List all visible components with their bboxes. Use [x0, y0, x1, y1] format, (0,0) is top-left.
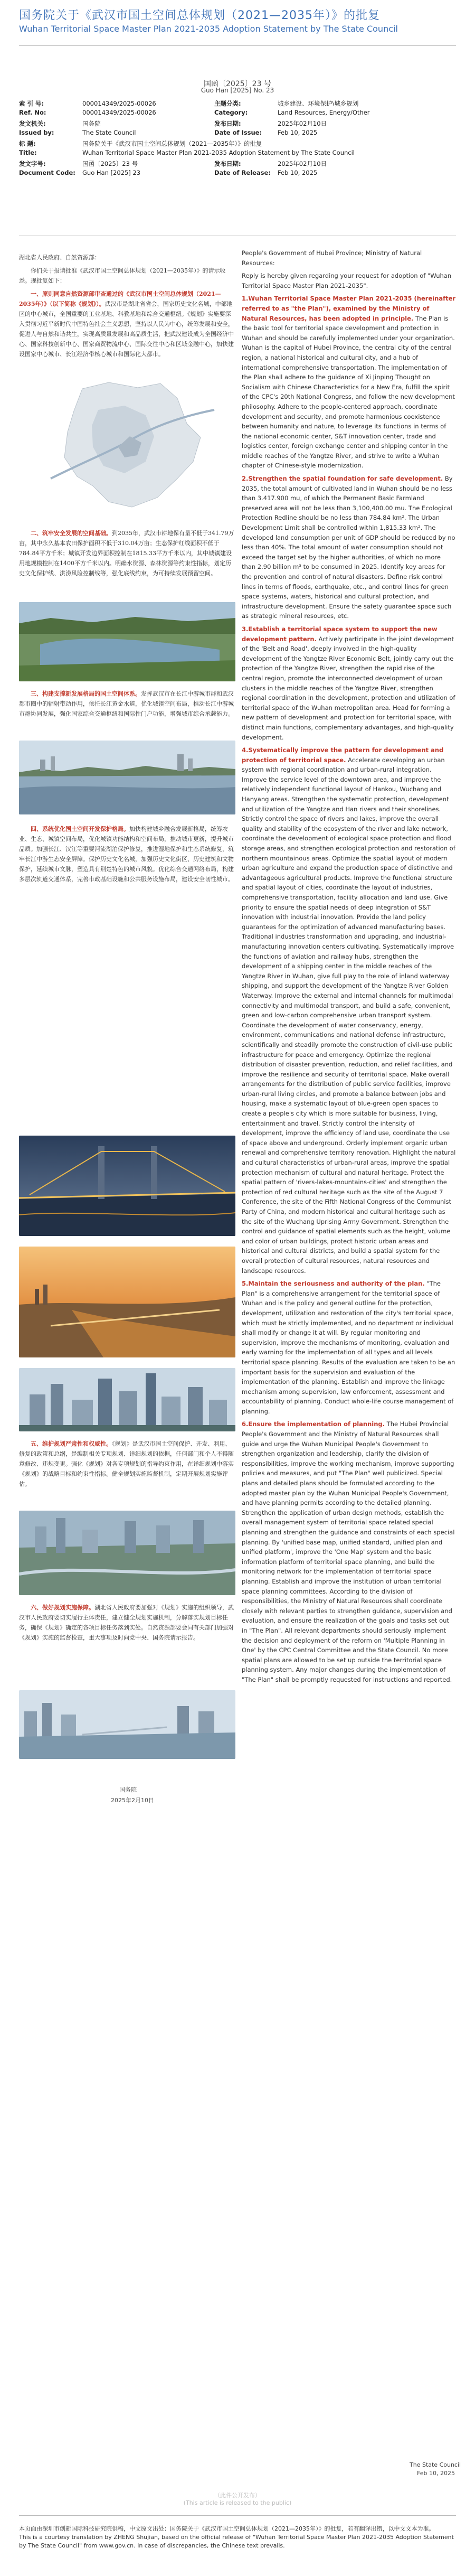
cn-section-heading: 五、维护规划严肃性和权威性。: [31, 1440, 112, 1447]
cn-signature-org: 国务院: [119, 1786, 137, 1793]
meta-label: Issued by:: [19, 129, 54, 136]
document-header: [19, 8, 456, 35]
meta-label: 索 引 号:: [19, 100, 44, 107]
meta-label: 发布日期:: [214, 160, 241, 167]
cn-section-heading: 六、做好规划实施保障。: [31, 1604, 94, 1611]
meta-value: 000014349/2025-00026: [82, 109, 156, 116]
lake-park-photo: [19, 602, 235, 681]
en-paragraph: [242, 474, 456, 621]
public-release-note-en: (This article is released to the public): [183, 2499, 292, 2506]
meta-value: Land Resources, Energy/Other: [278, 109, 370, 116]
meta-label: 发文字号:: [19, 160, 46, 167]
cn-paragraph: [19, 528, 235, 578]
en-paragraph: [242, 294, 456, 471]
cn-section-body: 加快构建城乡融合发展新格局，统筹农业、生态、城镇空间布局，优化城镇功能结构和空间布局，推动城市更新，提升城市品质。加强长江、汉江等重要河流湖泊保护修复，推进湿地保护和生态系统修复，筑牢长江中游生态安全屏障。保护历史文化名城，加强历史文化街区、历史建筑和文物保护，延续城市文脉，塑造具有荆楚特色的城市风貌。优化综合交通网络布局，构建多层次轨道交通体系，完善市政基础设施和公共服务设施布局，建设安全韧性城市。: [19, 826, 234, 883]
meta-row: [19, 108, 456, 117]
doc-number-en: Guo Han [2025] No. 23: [201, 87, 274, 94]
cn-section-body: 湖北省人民政府要加强对《规划》实施的组织领导，武汉市人民政府要切实履行主体责任，建立健全规划实施机制，分解落实规划目标任务，确保《规划》确定的各项目标任务落到实处。自然资源部要会同有关部门加强对《规划》实施的监督检查，重大事项及时向党中央、国务院请示报告。: [19, 1604, 234, 1641]
public-release-note-cn: （此件公开发布）: [214, 2492, 261, 2499]
en-section-body: The Plan is the basic tool for territorial space development and protection in Wuhan and should be carefully implemented under your organization. Wuhan is the capital of Hubei Province, the central city of the central region, a national historical and cultural city, and a hub of international comprehensive transportation. The implementation of the Plan shall adhere to the guidance of Xi Jinping Thought on Socialism with Chinese Characteristics for a New Era, fulfill the spirit of the CPC's 20th National Congress, and follow the new development philosophy. Adhere to the people-centered approach, coordinate development and security, and promote harmonious coexistence between humanity and nature, to leverage its functions in terms of the national economic center, S&T innovation center, trade and logistics center, foreign exchange center and shipping center in the middle reaches of the Yangtze River, and strive to write a Wuhan chapter of Chinese-style modernization.: [242, 314, 455, 470]
header-divider: [19, 45, 456, 46]
cn-paragraph: [19, 289, 235, 359]
meta-value: 城乡建设、环境保护\城乡规划: [278, 100, 359, 107]
metadata-table: [19, 99, 456, 177]
en-salutation: People's Government of Hubei Province; Ministry of Natural Resources:: [242, 249, 422, 267]
en-section-heading: 2.Strengthen the spatial foundation for safe development.: [242, 475, 443, 483]
meta-label: Category:: [214, 109, 248, 116]
river-city-photo: [19, 1690, 235, 1759]
meta-label: Date of Release:: [214, 169, 271, 176]
meta-label: Date of Issue:: [214, 129, 262, 136]
en-section-body: By 2035, the total amount of cultivated land in Wuhan should be no less than 3.417.900 mu, of which the Permanent Basic Farmland preserved area will not be less than 3,100,400.00 mu. The Ecological Protection Redline should be no less than 784.84 km². The Urban Development Limit shall be controlled within 1,815.33 km². The developed land consumption per unit of GDP should be reduced by no less than 40%. The total amount of water consumption should not exceed the target set by the higher authorities, of which no more than 2.90 billion m³ to be consumed in 2025. Identify key areas for the prevention and control of natural disasters. Define risk control lines in terms of floods, earthquake, etc., and control lines for green space systems, waters, historical and cultural protection, and infrastructure development. Ensure the safety guarantee space such as strategic mineral resources, etc.: [242, 475, 455, 620]
en-paragraph: [242, 624, 456, 742]
en-section-heading: 5.Maintain the seriousness and authority of the plan.: [242, 1280, 425, 1288]
en-signature-org: The State Council: [410, 2461, 461, 2468]
cn-section-heading: 一、原则同意自然资源部审查通过的《武汉市国土空间总体规划（2021—2035年）》（以下简称《规划》）。: [19, 291, 221, 307]
bridge-night-photo: [19, 1136, 235, 1236]
footer-divider: [19, 2515, 456, 2516]
chinese-text-block: [19, 252, 235, 362]
river-sunset-photo: [19, 1247, 235, 1357]
meta-label: 标 题:: [19, 140, 36, 147]
meta-label: Title:: [19, 149, 37, 156]
en-paragraph: [242, 1279, 456, 1416]
meta-row: [19, 139, 456, 148]
waterfront-photo: [19, 741, 235, 814]
en-paragraph: [242, 745, 456, 1276]
en-section-heading: 4.Systematically improve the pattern for development and protection of territorial space.: [242, 746, 444, 764]
meta-value: 2025年02月10日: [278, 160, 327, 167]
cn-section-heading: 二、筑牢安全发展的空间基础。: [31, 530, 112, 537]
en-section-body: Actively participate in the joint development of the 'Belt and Road', deeply involved in the high-quality development of the Yangtze River Economic Belt, jointly carry out the protection of the Yangtze River, strengthen the rapid rise of the central region, promote the interconnected development of urban clusters in the middle reaches of the Yangtze River, strengthen regional coordination in the development, protection and utilization of territorial space of the Wuhan metropolitan area. Head for forming a new pattern of development and protection for territorial space, with distinct main functions, complementary advantages, and high-quality development.: [242, 635, 455, 741]
meta-value: Feb 10, 2025: [278, 169, 318, 176]
meta-row: [19, 160, 456, 168]
english-text-block: [242, 248, 456, 1688]
meta-value: Wuhan Territorial Space Master Plan 2021-2035 Adoption Statement by The State Council: [82, 149, 355, 156]
footer-note-cn: 本页面由深圳市创新国际科技研究院供稿，中文原文出处：国务院关于《武汉市国土空间总体规划（2021—2035年）》的批复，若有翻译出错，以中文文本为准。: [19, 2525, 435, 2532]
chinese-text-block: [19, 528, 235, 582]
meta-row: [19, 168, 456, 177]
en-section-body: "The Plan" is a comprehensive arrangement for the territorial space of Wuhan and is the policy and general outline for the protection, development, utilization and restoration of the city's territorial space, which must be strictly implemented, and no department or individual shall modify or change it at will. By regular monitoring and supervision, improve the mechanisms of monitoring, evaluation and early warning for the implementation of all types and all levels territorial space planning. Results of the evaluation are taken to be an important basis for the supervision and evaluation of the implementation of the planning. Establish and improve the linkage mechanism among supervision, law enforcement, assessment and accountability of planning. Conduct whole-life course management of planning.: [242, 1280, 455, 1415]
meta-value: Feb 10, 2025: [278, 129, 318, 136]
cn-section-body: 到2035年，武汉市耕地保有量不低于341.79万亩，其中永久基本农田保护面积不低于310.04万亩；生态保护红线面积不低于784.84平方千米；城镇开发边界面积控制在1815.33平方千米以内，其中城镇建设用地规模控制在1400平方千米以内。明确水资源、森林资源等约束性指标，划定历史文化保护线、洪涝风险控制线等，强化底线约束，为可持续发展预留空间。: [19, 530, 234, 577]
meta-value: 2025年02月10日: [278, 120, 327, 127]
meta-value: 000014349/2025-00026: [82, 100, 156, 107]
cn-signature-date: 2025年2月10日: [111, 1797, 154, 1804]
doc-number-cn: 国函〔2025〕23 号: [204, 80, 271, 88]
cn-section-heading: 四、系统优化国土空间开发保护格局。: [31, 826, 129, 832]
aerial-city-photo: [19, 1511, 235, 1595]
en-signature-date: Feb 10, 2025: [417, 2470, 455, 2477]
footer-note-en: This is a courtesy translation by ZHENG Shujian, based on the official release of "Wuhan Territorial Space Master Plan 2021-2035 Adoption Statement by The State Council" from www.gov.cn. In case of discrepancies, the Chinese text prevails.: [19, 2534, 454, 2549]
wuhan-map-image: [19, 373, 235, 521]
cn-salutation: 湖北省人民政府、自然资源部：: [19, 254, 100, 261]
cn-paragraph: [19, 1439, 235, 1489]
en-section-body: Accelerate developing an urban system with regional coordination and urban-rural integration. Improve the service level of the downtown area, and improve the relatively independent functional layout of Hankou, Wuchang and Hanyang areas. Strengthen the systematic protection, development and utilization of the Yangtze and Han rivers and their shorelines. Strictly control the space of rivers and lakes, improve the overall quality and stability of the ecosystem of the river and lake network, coordinate the development of ecological space protection and flood storage areas, and strengthen ecological protection and restoration of northern mountainous areas. Optimize the spatial layout of modern urban agriculture and expand the production space of distinctive and advantageous agricultural products. Improve the functional structure and spatial layout of cities, coordinate the layout of industries, comprehensive transportation, facility allocation and land use. Give priority to ensure the spatial needs of deep integration of S&T innovation with industrial innovation. Provide the land policy guarantees for the optimization of advanced manufacturing bases. Traditional industries transformation and upgrading, and industrial-manufacturing innovation centers cultivating. Systematically improve the functions of aviation and railway hubs, strengthen the development of a shipping center in the middle reaches of the Yangtze River in Wuhan, give full play to the role of inland waterway shipping, and support the development of the Yangtze River Golden Waterway. Improve the external and internal channels for multimodal connectivity and multimodal transport, and build a safe, convenient, green and low-carbon comprehensive urban transport system. Coordinate the development of water conservancy, energy, environment, communications and national defense infrastructure, scientifically and steadily promote the construction of civil-use public infrastructure for peace and emergency. Optimize the regional distribution of disaster prevention, reduction, and relief facilities, and improve the resilience and security of territorial space. Make overall arrangements for the distribution of public service facilities, improve urban-rural living circles, and promote a balance between jobs and housing, make a systematic layout of blue-green open spaces to create a people's city which is more suitable for business, living, entertainment and travel. Strictly control the intensity of development, improve the efficiency of land use, coordinate the use of space above and underground. Orderly implement organic urban renewal and comprehensive territory renovation. Highlight the natural and cultural characteristics of urban-rural areas, improve the spatial protection mechanism of cultural and natural heritage. Protect the spatial pattern of 'rivers-lakes-mountains-cities' and strengthen the protection of red cultural heritage such as the site of the August 7 Conference, the site of the Fifth National Congress of the Communist Party of China, and modern historical and cultural heritage such as the site of the Wuchang Uprising Army Government. Strengthen the control and guidance of spatial elements such as the height, volume and color of urban buildings, protect historic urban areas and historical and cultural districts, and build a spatial system for the overall protection of cultural resources, natural resources and landscape resources.: [242, 756, 456, 1275]
title-english: Wuhan Territorial Space Master Plan 2021-2035 Adoption Statement by The State Council: [19, 24, 398, 34]
translation-footer: [19, 2525, 456, 2550]
en-section-heading: 6.Ensure the implementation of planning.: [242, 1420, 385, 1428]
cn-section-body: 武汉市是湖北省省会，国家历史文化名城，中部地区的中心城市，全国重要的工业基地、科教基地和综合交通枢纽。《规划》实施要深入贯彻习近平新时代中国特色社会主义思想，坚持以人民为中心，统筹发展和安全，促进人与自然和谐共生，实现高质量发展和高品质生活，把武汉建设成为全国经济中心、国家科技创新中心、国家商贸物流中心、国际交往中心和区域金融中心，加快建设国家中心城市、长江经济带核心城市和国际化大都市。: [19, 301, 234, 358]
chinese-text-block: [19, 1603, 235, 1646]
title-chinese: 国务院关于《武汉市国土空间总体规划（2021—2035年）》的批复: [19, 9, 380, 22]
meta-label: Document Code:: [19, 169, 75, 176]
meta-value: Guo Han [2025] 23: [82, 169, 141, 176]
chinese-text-block: [19, 1439, 235, 1492]
cn-paragraph: [19, 689, 235, 719]
cn-section-heading: 三、构建支撑新发展格局的国土空间体系。: [31, 690, 141, 697]
cn-paragraph: [19, 1603, 235, 1643]
meta-label: Ref. No:: [19, 109, 46, 116]
meta-value: 国务院: [82, 120, 101, 127]
meta-row: [19, 99, 456, 108]
meta-row: [19, 128, 456, 137]
meta-row: [19, 148, 456, 157]
chinese-text-block: [19, 824, 235, 887]
meta-label: 发文机关:: [19, 120, 46, 127]
meta-value: The State Council: [82, 129, 136, 136]
meta-value: 国函〔2025〕23 号: [82, 160, 138, 167]
en-section-heading: 3.Establish a territorial space system to support the new development pattern.: [242, 625, 438, 643]
meta-label: 主题分类:: [214, 100, 241, 107]
meta-row: [19, 119, 456, 128]
cn-section-body: 《规划》是武汉市国土空间保护、开发、利用、修复的政策和总纲，是编制相关专项规划、详细规划的依据，任何部门和个人不得随意修改、违规变更。强化《规划》对各专项规划的指导约束作用，在详细规划中落实《规划》的战略目标和约束性指标。健全规划实施监督机制，定期开展规划实施评估。: [19, 1440, 234, 1487]
en-paragraph: Reply is hereby given regarding your request for adoption of "Wuhan Territorial Space Master Plan 2021-2035".: [242, 272, 452, 289]
cn-paragraph: 你们关于报请批准《武汉市国土空间总体规划（2021—2035年）》的请示收悉。现批复如下：: [19, 267, 226, 284]
meta-value: 国务院关于《武汉市国土空间总体规划（2021—2035年）》的批复: [82, 140, 262, 147]
en-section-heading: 1.Wuhan Territorial Space Master Plan 2021-2035 (hereinafter referred to as "the Plan"), examined by the Ministry of Natural Resources, has been adopted in principle.: [242, 295, 456, 322]
en-section-body: The Hubei Provincial People's Government and the Ministry of Natural Resources shall guide and urge the Wuhan Municipal People's Government to strengthen organization and leadership, clarify the division of responsibilities, improve the working mechanism, improve supporting policies and measures, and put "The Plan" well publicized. Special plans and detailed plans should be formulated according to the adopted master plan by the Wuhan Municipal People's Government, and have planning permits according to the detailed planning. Strengthen the application of urban design methods, establish the overall management system of territorial space related special planning and strengthen the guidance and constraints of each special planning. By 'unified base map, unified standard, unified plan and unified platform', improve the 'One Map' system and the basic information platform of territorial space planning, and build the monitoring network for the implementation of territorial space planning. Establish and improve the institution of urban territorial space planning committees. According to the division of responsibilities, the Ministry of Natural Resources shall coordinate closely with relevant parties to strengthen guidance, supervision and evaluation, and ensure the realization of the goals and tasks set out in "The Plan". All relevant departments should seriously implement the decision and deployment of the reform on 'Multiple Planning in One' by the CPC Central Committee and the State Council. No more spatial plans are allowed to be set up outside the territorial space planning system. Any major changes during the implementation of "The Plan" shall be promptly requested for instructions and reported.: [242, 1420, 455, 1683]
en-paragraph: [242, 1419, 456, 1684]
cn-section-body: 发挥武汉市在长江中游城市群和武汉都市圈中的辐射带动作用，依托长江黄金水道，优化城镇空间布局，推动长江中游城市群协同发展，强化国家综合交通枢纽和国际性门户功能，增强城市综合承载能力。: [19, 690, 234, 717]
chinese-text-block: [19, 689, 235, 722]
city-skyline-photo: [19, 1368, 235, 1431]
cn-paragraph: [19, 824, 235, 884]
meta-label: 发布日期:: [214, 120, 241, 127]
